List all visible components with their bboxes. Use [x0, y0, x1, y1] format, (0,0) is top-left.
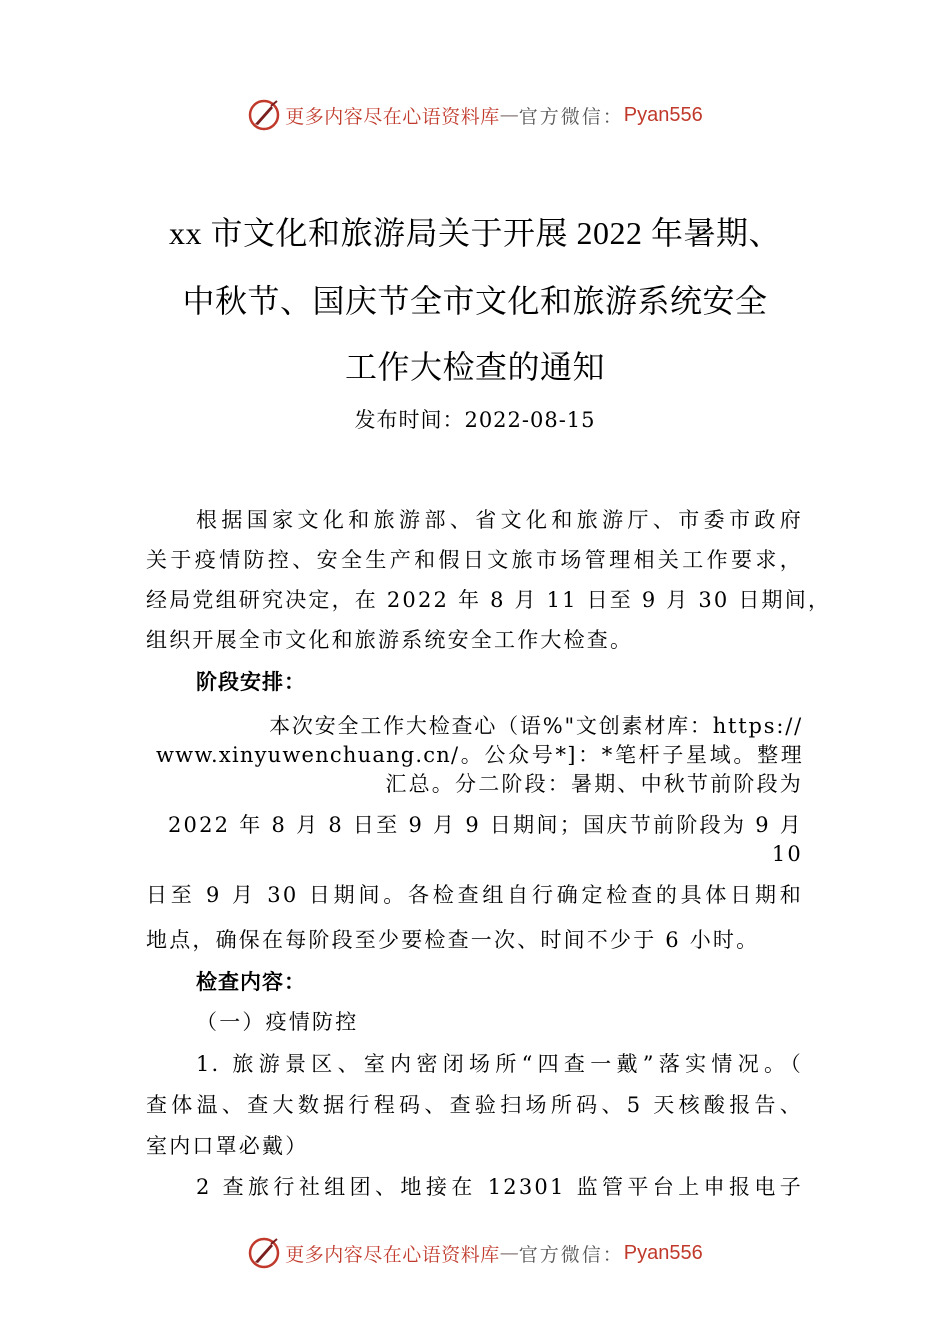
paragraph-2-line-3: 汇总。分二阶段：暑期、中秋节前阶段为: [385, 772, 803, 796]
publish-date: 发布时间：2022-08-15: [354, 408, 596, 432]
watermark-text: 更多内容尽在心语资料库: [285, 1243, 500, 1266]
paragraph-2-line-4: 2022 年 8 月 8 日至 9 月 9 日期间；国庆节前阶段为 9 月: [168, 813, 803, 837]
paragraph-1-line-2: 关于疫情防控、安全生产和假日文旅市场管理相关工作要求，: [146, 548, 803, 572]
watermark-banner-bottom: [0, 1233, 950, 1273]
document-title-line-2: 中秋节、国庆节全市文化和旅游系统安全: [182, 283, 768, 319]
watermark-banner-top: [0, 95, 950, 135]
paragraph-1-line-3: 经局党组研究决定，在 2022 年 8 月 11 日至 9 月 30 日期间，: [146, 588, 832, 612]
paragraph-2-line-2: www.xinyuwenchuang.cn/。公众号*]：*笔杆子星域。整理: [156, 743, 803, 767]
item-1-line-1: 1. 旅游景区、室内密闭场所“四查一戴”落实情况。（: [196, 1052, 803, 1076]
document-title-line-3: 工作大检查的通知: [344, 349, 605, 385]
paragraph-1-line-4: 组织开展全市文化和旅游系统安全工作大检查。: [146, 628, 634, 652]
watermark-dash: —: [499, 104, 519, 126]
quill-logo-icon: [247, 1236, 281, 1270]
section-heading-stage: 阶段安排：: [196, 670, 306, 694]
watermark-wechat-label: 官方微信：: [518, 1243, 624, 1266]
paragraph-2-line-6: 日至 9 月 30 日期间。各检查组自行确定检查的具体日期和: [146, 883, 803, 907]
item-2-line-1: 2 查旅行社组团、地接在 12301 监管平台上申报电子: [196, 1175, 803, 1199]
item-1-line-2: 查体温、查大数据行程码、查验扫场所码、5 天核酸报告、: [146, 1093, 803, 1117]
paragraph-1-line-1: 根据国家文化和旅游部、省文化和旅游厅、市委市政府: [196, 508, 803, 532]
document-title-line-1: xx 市文化和旅游局关于开展 2022 年暑期、: [168, 215, 781, 251]
watermark-text: 更多内容尽在心语资料库: [285, 105, 500, 128]
watermark-wechat-id: Pyan556: [623, 1241, 703, 1264]
watermark-wechat-id: Pyan556: [623, 103, 703, 126]
section-heading-content: 检查内容：: [196, 970, 306, 994]
paragraph-2-line-7: 地点，确保在每阶段至少要检查一次、时间不少于 6 小时。: [146, 928, 760, 952]
watermark-wechat-label: 官方微信：: [518, 105, 624, 128]
subsection-epidemic: （一）疫情防控: [196, 1010, 359, 1034]
quill-logo-icon: [247, 98, 281, 132]
item-1-line-3: 室内口罩必戴）: [146, 1134, 309, 1158]
paragraph-2-line-5: 10: [771, 842, 803, 866]
watermark-dash: —: [499, 1242, 519, 1264]
paragraph-2-line-1: 本次安全工作大检查心（语%"文创素材库：https://: [269, 714, 803, 738]
